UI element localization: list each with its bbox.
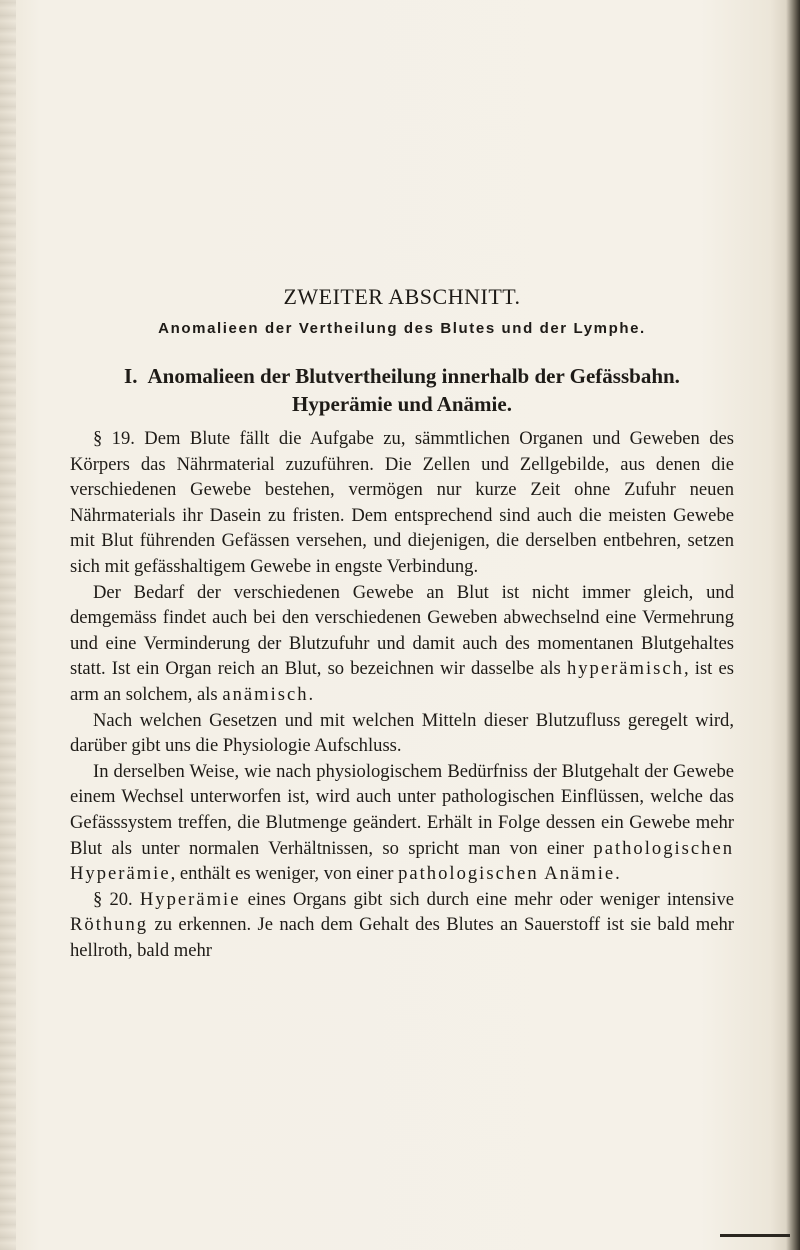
emphasis-pathologische-anaemie: pathologischen Anämie [398, 863, 616, 885]
page-text [70, 282, 734, 963]
paragraph-3: Nach welchen Gesetzen und mit welchen Mitteln dieser Blutzufluss geregelt wird, darüber gibt uns die Physiologie Aufschluss. [70, 709, 734, 757]
paragraph-20-text-c: zu erkennen. Je nach dem Gehalt des Blutes an Sauerstoff ist sie bald mehr hellroth, bald mehr [70, 914, 734, 961]
paragraph-2 [70, 580, 734, 708]
chapter-title [70, 362, 734, 418]
chapter-title-text: Anomalieen der Blutvertheilung innerhalb der Gefässbahn. [147, 364, 680, 388]
chapter-title-line-1 [70, 362, 734, 390]
chapter-title-line-2: Hyperämie und Anämie. [292, 392, 512, 416]
emphasis-anaemisch: anämisch [222, 683, 309, 705]
binding-shadow [0, 0, 16, 1250]
paragraph-2-text-b: , ist es arm an solchem, als [70, 658, 734, 705]
emphasis-pathologische-hyperaemie: pathologischen Hyperämie [70, 837, 734, 885]
chapter-number: I. [124, 364, 138, 388]
page-edge-shadow [786, 0, 800, 1250]
paragraph-2-text-a: Der Bedarf der verschiedenen Gewebe an Blut ist nicht immer gleich, und demgemäss findet auch bei den verschiedenen Geweben abwechselnd eine Vermehrung und eine Verminderung der Blutzufuhr und damit auch des momentanen Blutgehaltes statt. Ist ein Organ reich an Blut, so bezeichnen wir dasselbe als [70, 581, 734, 680]
emphasis-hyperaemisch: hyperämisch [566, 658, 684, 680]
paragraph-20 [70, 887, 734, 964]
page-corner-mark [720, 1234, 790, 1237]
section-subtitle: Anomalieen der Vertheilung des Blutes und der Lymphe. [158, 320, 646, 337]
paragraph-4-text-c: . [615, 863, 620, 885]
paragraph-4-text-b: , enthält es weniger, von einer [170, 863, 394, 885]
section-heading: ZWEITER ABSCHNITT. [283, 284, 521, 309]
paragraph-4-text-a: In derselben Weise, wie nach physiologischem Bedürfniss der Blutgehalt der Gewebe einem Wechsel unterworfen ist, wird auch unter pathologischen Einflüssen, welche das Gefässsystem treffen, die Blutmenge geändert. Erhält in Folge dessen ein Gewebe mehr Blut als unter normalen Verhältnissen, so spricht man von einer [70, 760, 734, 859]
paragraph-19: § 19. Dem Blute fällt die Aufgabe zu, sämmtlichen Organen und Geweben des Körpers das Nährmaterial zuzuführen. Die Zellen und Zellgebilde, aus denen die verschiedenen Gewebe bestehen, vermögen nur kurze Zeit ohne Zufuhr neuen Nährmaterials ihr Dasein zu fristen. Dem entsprechend sind auch die meisten Gewebe mit Blut führenden Gefässen versehen, und diejenigen, die derselben entbehren, setzen sich mit gefässhaltigem Gewebe in engste Verbindung. [70, 428, 734, 577]
emphasis-roethung: Röthung [70, 914, 149, 936]
paragraph-20-text-b: eines Organs gibt sich durch eine mehr oder weniger intensive [247, 888, 734, 910]
paragraph-2-text-c: . [308, 683, 314, 705]
paragraph-4 [70, 759, 734, 887]
paragraph-20-text-a: § 20. [93, 888, 133, 910]
emphasis-hyperaemie: Hyperämie [139, 888, 241, 910]
